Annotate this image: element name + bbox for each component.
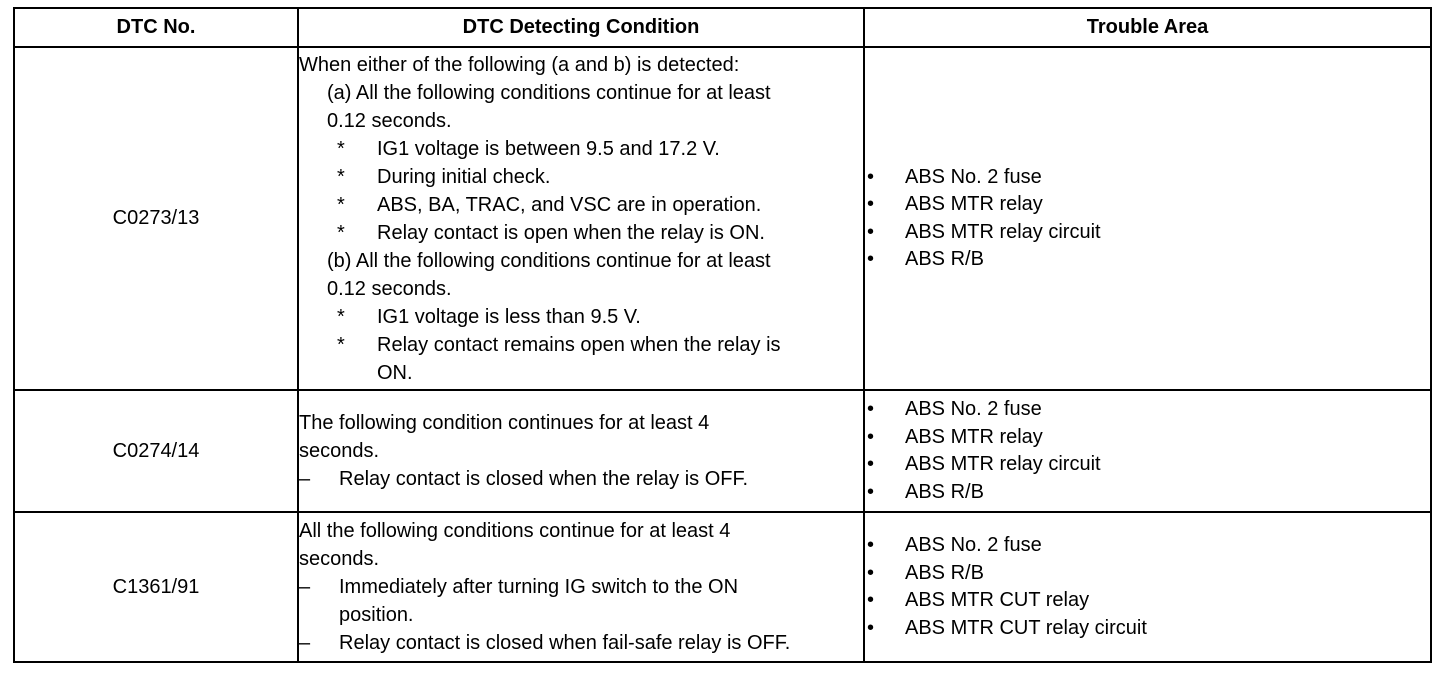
detecting-condition xyxy=(298,512,864,662)
list-item: • ABS No. 2 fuse xyxy=(865,532,1430,560)
bullet-mark: • xyxy=(867,248,875,270)
condition-group-heading: (a) All the following conditions continue for at least xyxy=(327,81,771,104)
condition-item: * IG1 voltage is less than 9.5 V. xyxy=(299,303,863,331)
condition-item: – Relay contact is closed when the relay is OFF. xyxy=(299,465,863,493)
trouble-area xyxy=(864,47,1431,390)
bullet-mark: • xyxy=(867,193,875,215)
condition-item: * During initial check. xyxy=(299,163,863,191)
table-row xyxy=(14,390,1431,512)
header-trouble-area: Trouble Area xyxy=(864,8,1431,47)
star-mark: * xyxy=(337,137,345,160)
table-row xyxy=(14,47,1431,390)
dash-mark: – xyxy=(299,468,311,490)
star-mark: * xyxy=(337,193,345,216)
condition-intro-cont: seconds. xyxy=(299,440,380,462)
bullet-mark: • xyxy=(867,220,875,243)
bullet-mark: • xyxy=(867,561,875,584)
list-item: • ABS No. 2 fuse xyxy=(865,396,1430,424)
condition-group-heading-cont: 0.12 seconds. xyxy=(327,109,452,132)
condition-group-heading-cont: 0.12 seconds. xyxy=(327,277,452,300)
condition-item: * Relay contact is open when the relay is ON. xyxy=(299,219,863,247)
bullet-mark: • xyxy=(867,453,875,475)
condition-item: – Relay contact is closed when fail-safe relay is OFF. xyxy=(299,629,863,657)
list-item: • ABS MTR relay circuit xyxy=(865,219,1430,247)
table-header-row xyxy=(14,8,1431,47)
condition-item: * Relay contact remains open when the relay is xyxy=(299,331,863,359)
header-detecting-condition: DTC Detecting Condition xyxy=(298,8,864,47)
list-item: • ABS MTR CUT relay circuit xyxy=(865,615,1430,643)
dtc-table xyxy=(13,7,1432,663)
list-item: • ABS R/B xyxy=(865,479,1430,507)
list-item: • ABS MTR relay circuit xyxy=(865,451,1430,479)
bullet-mark: • xyxy=(867,589,875,611)
condition-intro: When either of the following (a and b) is detected: xyxy=(299,53,740,76)
bullet-mark: • xyxy=(867,165,875,188)
dash-mark: – xyxy=(299,576,311,598)
detecting-condition xyxy=(298,390,864,512)
condition-intro: All the following conditions continue for at least 4 xyxy=(299,520,731,542)
dash-mark: – xyxy=(299,632,311,654)
condition-item-cont: ON. xyxy=(377,361,413,384)
star-mark: * xyxy=(337,221,345,244)
condition-group-heading: (b) All the following conditions continue for at least xyxy=(327,249,771,272)
condition-item: * ABS, BA, TRAC, and VSC are in operation. xyxy=(299,191,863,219)
dtc-code: C0274/14 xyxy=(14,390,298,512)
list-item: • ABS R/B xyxy=(865,246,1430,274)
bullet-mark: • xyxy=(867,616,875,639)
star-mark: * xyxy=(337,333,345,356)
list-item: • ABS R/B xyxy=(865,560,1430,588)
condition-intro: The following condition continues for at least 4 xyxy=(299,412,710,434)
list-item: • ABS MTR relay xyxy=(865,191,1430,219)
dtc-code: C0273/13 xyxy=(14,47,298,390)
dtc-code: C1361/91 xyxy=(14,512,298,662)
star-mark: * xyxy=(337,305,345,328)
star-mark: * xyxy=(337,165,345,188)
bullet-mark: • xyxy=(867,480,875,503)
condition-item-cont: position. xyxy=(339,604,414,626)
trouble-area xyxy=(864,512,1431,662)
condition-item: * IG1 voltage is between 9.5 and 17.2 V. xyxy=(299,135,863,163)
detecting-condition xyxy=(298,47,864,390)
table-row xyxy=(14,512,1431,662)
bullet-mark: • xyxy=(867,398,875,420)
header-dtc-no: DTC No. xyxy=(14,8,298,47)
bullet-mark: • xyxy=(867,534,875,556)
list-item: • ABS MTR CUT relay xyxy=(865,587,1430,615)
list-item: • ABS No. 2 fuse xyxy=(865,164,1430,192)
bullet-mark: • xyxy=(867,425,875,448)
condition-intro-cont: seconds. xyxy=(299,548,380,570)
list-item: • ABS MTR relay xyxy=(865,424,1430,452)
condition-item: – Immediately after turning IG switch to the ON xyxy=(299,573,863,601)
trouble-area xyxy=(864,390,1431,512)
